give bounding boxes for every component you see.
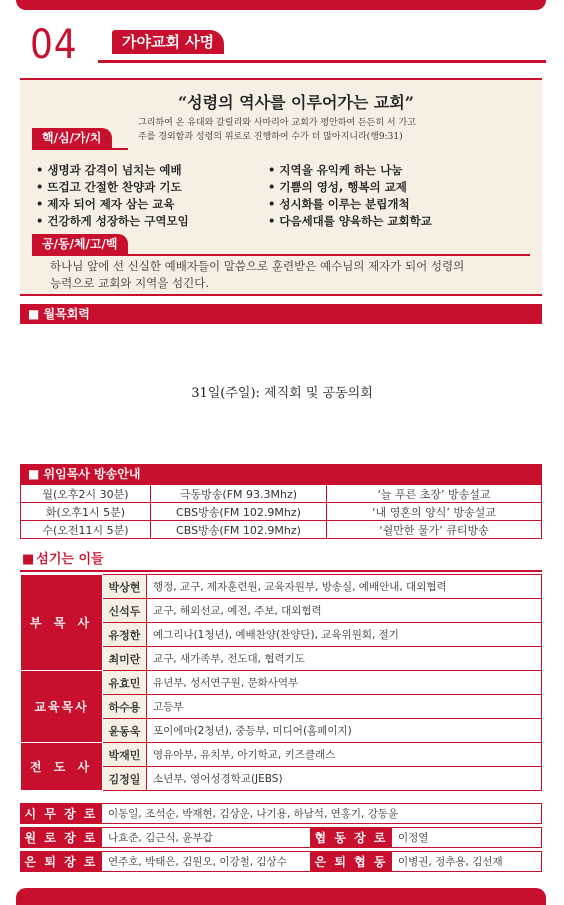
table-row xyxy=(21,743,542,767)
staff-table xyxy=(20,574,542,791)
staff-name: 유정한 xyxy=(103,623,147,647)
list-item: • 다음세대를 양육하는 교회학교 xyxy=(268,213,528,229)
elders-table xyxy=(20,800,542,875)
community-confession-tag: 공/동/체/고/백 xyxy=(32,234,128,254)
list-item: • 건강하게 성장하는 구역모임 xyxy=(36,213,268,229)
staff-group-label: 부 목 사 xyxy=(21,575,103,671)
staff-name: 최미란 xyxy=(103,647,147,671)
staff-header-line xyxy=(20,570,542,572)
elders-label: 협 동 장 로 xyxy=(310,827,392,848)
staff-roles: 유년부, 성서연구원, 문화사역부 xyxy=(147,671,542,695)
monthly-calendar-header: ■ 월목회력 xyxy=(20,304,542,324)
section-number: 04 xyxy=(30,22,78,68)
community-tag-line xyxy=(32,254,530,256)
staff-roles: 포이에마(2청년), 중등부, 미디어(홈페이지) xyxy=(147,719,542,743)
bottom-frame-bar xyxy=(16,888,546,905)
mission-panel xyxy=(20,78,542,296)
staff-roles: 예그리나(1청년), 예배찬양(찬양단), 교육위원회, 절기 xyxy=(147,623,542,647)
staff-name: 하수용 xyxy=(103,695,147,719)
list-item: • 제자 되어 제자 삼는 교육 xyxy=(36,196,268,212)
list-item: • 뜨겁고 간절한 찬양과 기도 xyxy=(36,179,268,195)
staff-roles: 소년부, 영어성경학교(JEBS) xyxy=(147,767,542,791)
scripture-verse: 그리하여 온 유대와 갈릴리와 사마리아 교회가 평안하여 든든히 서 가고 주를 경외함과 성령의 위로로 진행하여 수가 더 많아지니라(행9:31) xyxy=(138,118,416,142)
list-item: • 기쁨의 영성, 행복의 교제 xyxy=(268,179,528,195)
staff-name: 박상현 xyxy=(103,575,147,599)
staff-name: 박재민 xyxy=(103,743,147,767)
table-row xyxy=(20,851,542,872)
staff-name: 윤동욱 xyxy=(103,719,147,743)
title-underline xyxy=(98,60,546,63)
staff-header: ■ 섬기는 이들 xyxy=(22,548,104,567)
section-title xyxy=(16,22,546,70)
staff-roles: 행정, 교구, 제자훈련원, 교육자원부, 방송실, 예배안내, 대외협력 xyxy=(147,575,542,599)
list-item: • 생명과 감격이 넘치는 예배 xyxy=(36,162,268,178)
staff-roles: 교구, 새가족부, 전도대, 협력기도 xyxy=(147,647,542,671)
core-values-tag: 핵/심/가/치 xyxy=(32,128,112,148)
list-item: • 성시화를 이루는 분립개척 xyxy=(268,196,528,212)
broadcast-header: ■ 위임목사 방송안내 xyxy=(20,464,542,484)
staff-roles: 고등부 xyxy=(147,695,542,719)
page-title: 가야교회 사명 xyxy=(112,30,224,54)
elders-label: 은 퇴 협 동 xyxy=(310,851,392,872)
table-row: 수(오전11시 5분) CBS방송(FM 102.9Mhz) ‘쉴만한 물가’ 큐티방송 xyxy=(21,521,542,539)
list-item: • 지역을 유익케 하는 나눔 xyxy=(268,162,528,178)
top-frame-bar xyxy=(16,0,546,10)
staff-roles: 교구, 해외선교, 예전, 주보, 대외협력 xyxy=(147,599,542,623)
staff-name: 유효민 xyxy=(103,671,147,695)
elders-names: 이정열 xyxy=(392,827,542,848)
staff-name: 김정일 xyxy=(103,767,147,791)
core-values-tag-line xyxy=(32,148,128,150)
elders-names: 이동일, 조석순, 박재현, 김상운, 나기용, 하남석, 연홍기, 강동윤 xyxy=(102,803,542,824)
table-row: 화(오후1시 5분) CBS방송(FM 102.9Mhz) ‘내 영혼의 양식’ 방송설교 xyxy=(21,503,542,521)
elders-names: 연주호, 박태은, 김원오, 이강철, 김상수 xyxy=(102,851,310,872)
table-row xyxy=(21,671,542,695)
elders-names: 이병권, 정추용, 김선재 xyxy=(392,851,542,872)
staff-group-label: 교육목사 xyxy=(21,671,103,743)
table-row: 월(오후2시 30분) 극동방송(FM 93.3Mhz) ‘늘 푸른 초장’ 방송설교 xyxy=(21,485,542,503)
elders-label: 시 무 장 로 xyxy=(20,803,102,824)
staff-name: 신석두 xyxy=(103,599,147,623)
staff-group-label: 전 도 사 xyxy=(21,743,103,791)
community-confession-text: 하나님 앞에 선 신실한 예배자들이 말씀으로 훈련받은 예수님의 제자가 되어 성령의 능력으로 교회와 지역을 섬긴다. xyxy=(50,259,465,290)
table-row xyxy=(21,575,542,599)
elders-label: 은 퇴 장 로 xyxy=(20,851,102,872)
elders-names: 나효준, 김근식, 윤부갑 xyxy=(102,827,310,848)
monthly-event: 31일(주일): 제직회 및 공동의회 xyxy=(191,386,373,401)
elders-label: 원 로 장 로 xyxy=(20,827,102,848)
table-row xyxy=(20,803,542,824)
church-slogan: “성령의 역사를 이루어가는 교회” xyxy=(177,93,415,112)
staff-roles: 영유아부, 유치부, 아기학교, 키즈클래스 xyxy=(147,743,542,767)
core-values-list xyxy=(36,162,536,229)
broadcast-table xyxy=(20,484,542,539)
table-row xyxy=(20,827,542,848)
